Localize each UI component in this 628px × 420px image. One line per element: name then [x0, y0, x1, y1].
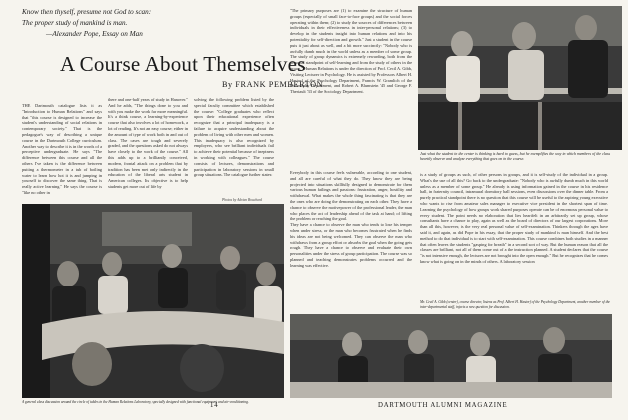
body-column-1: THE Dartmouth catalogue lists it as "Introduction to Human Relations" and says that "this course is designed to increase the student's understanding of social relations in contemporary society." That is the pedagogue's way of describing a unique course in the Dartmouth College curriculum. Another way to describe it is in the words of a perceptive undergraduate. He says "The difference between this course and all the others I've taken is the difference between putting a thermometer in a tub of boiling water to learn how hot it is and jumping in yourself to discover the same thing. That is really active learning." He says the course is "like no other in	[22, 103, 102, 195]
body-column-4: "The primary purposes are (1) to examine the structure of human groups (especially of small face-to-face groups) and the social forces operating within them; (2) to study the sources of differences between individuals in their effectiveness in inter-personal relations; (3) to develop in the students insight into human relations and into his potentiality for self-direction and growth." Just a student in the course puts it just about as well, and a bit more succinctly: "Nobody who is awfully dumb much in the world unless as a member of some group. The study of group dynamics is extremely rewarding, both from the personal standpoint of self-learning and from the study of others in the group." Human Relations is under the direction of Prof. Cecil A. Gibb, Visiting Lecturer in Psychology. He is assisted by Professors Albert H. Hastorf of the Psychology Department, Francis W. Gramlich of the Philosophy Department, and Robert A. Blumstein '45 and George F. Theriault '33 of the Sociology Department.	[290, 8, 412, 95]
caption-middle-right: Mr. Cecil A. Gibb (center), course director, listens as Prof. Albert H. Hastorf of the Psychology Department, another member of the inter-departmental staff, injects a new question for discussion.	[420, 300, 610, 309]
article-title: A Course About Themselves	[60, 52, 306, 76]
body-column-5	[290, 170, 412, 310]
photo-class-discussion	[22, 204, 284, 398]
epigraph-line-1: Know then thyself, presume not God to scan:	[22, 8, 152, 16]
body-column-3: solving the following problem listed by the special faculty committee which established the course: "College graduates who reflect upon their educational experience often recognize that a principal inadequacy is a failure to acquire understanding about the problem of living with other men and women. This inadequacy is also recognized by employers, who see brilliant individuals fail to achieve their potential because of ineptness in working with colleagues." The course consists of lectures, demonstrations and participation in laboratory sessions in small group situations. The catalogue further states:	[194, 97, 274, 178]
photo-students-seated-graphic	[418, 6, 622, 150]
page-number: 14	[210, 402, 219, 409]
body-column-6: is a study of groups as such, of other persons in groups, and it is self-study of the individual in a group. What's the use of all this? Go back to the undergraduate: "Nobody who is awfully dumb much in this world unless as a member of some group." He already is using information gained in the course in his residence hall, in fraternity council, intramural dormitory ball sessions, even discussions over the dinner table. From a purely practical standpoint there is no question that this course will be useful to the aspiring young executive who wants to rise from amateur sales manager to executive vice president in the shortest span of time. Learning the psychology of how groups work shared purposes operate can be of enormous personal value to every student. The point needs no elaboration that lies heartfelt in an arbitrarily set up group, whose consultants have a chance to play, again as well as the board of directors of our largest corporations. More than all this, however, is the very real personal value of self-examination. Thinkers through the ages have said it, and again, as did Pope in his essay, that the proper study of mankind is man himself. And the best method to do that individual is to start with self-examination. This course combines both studies in a manner that often leaves the students "gasping for breath" in a second sort of way. But the human reason that all the classes are brilliant, not all of them come out of a the instruction planned. A student declares that the course "is not intensive enough, the lectures are not brought into the open enough." But he recognizes that he comes know what is going on in the minds of others. A laboratory session	[420, 172, 608, 264]
photo-instructors-discussion-graphic	[290, 314, 612, 398]
photo-class-discussion-graphic	[22, 204, 284, 398]
body-column-5-part-a: Everybody in this course feels vulnerable, according to one student, and all are careful of what they do. They know they are being projected into situations skillfully designed to demonstrate for them various human failings and passions: frustration, anger, hostility and withdrawal. What makes the whole thing fascinating is that they are the ones who are doing the demonstrating on each other. They have a chance to observe the motivepower of the professional leader, the man who places the act of leadership ahead of the task at hand; of lifting the problem or reaching the goal.	[290, 170, 412, 222]
body-column-5-part-b: They have a chance to observe the man who tends to lose his temper when under stress, or the man who becomes frustrated when he finds his ideas are not being welcomed. They can observe the man who withdraws from a group effort or absorbs the goal when the going gets rough. They have a chance to observe and evaluate their own personalities under the stress of group participation. The course was so planned and teaching demonstrates problems occurred and the learning was effective.	[290, 222, 412, 268]
byline: By FRANK PEMBERTON	[222, 80, 324, 89]
epigraph-line-2: The proper study of mankind is man.	[22, 19, 128, 27]
caption-bottom-left: A general class discussion around the circle of tables in the Human Relations Laboratory, specially designed with functional equipment and air-conditioning.	[22, 400, 249, 404]
caption-top-right: Just what the student in the center is thinking is hard to guess, but he exemplifies the way in which members of the class heartily observe and analyze everything that goes on in the course.	[420, 152, 610, 162]
magazine-name: DARTMOUTH ALUMNI MAGAZINE	[378, 402, 508, 409]
body-column-2: there and one-half years of study in Hanover." And he adds, "The things done to you and with you make the work far more meaningful. It's a think course, a learning-by-experience course that also involves a lot of homework, a lot of reading. It's not an easy course; either in the amount of type of work both in and out of class. The cases are tough and severely graded, and the questions asked do not always have closely to the work of the course." All this adds up to a brilliantly conceived, modern, frontal attack on a problem that by tradition has been met only indirectly in the education of the liberal arts student in American colleges. Its objective is to help students get more out of life by	[108, 97, 188, 189]
photo-instructors-discussion	[290, 314, 612, 398]
photo-students-seated	[418, 6, 622, 150]
photo-credit: Photos by Adrian Bouchard	[222, 198, 263, 202]
epigraph-attribution: —Alexander Pope, Essay on Man	[46, 30, 143, 38]
